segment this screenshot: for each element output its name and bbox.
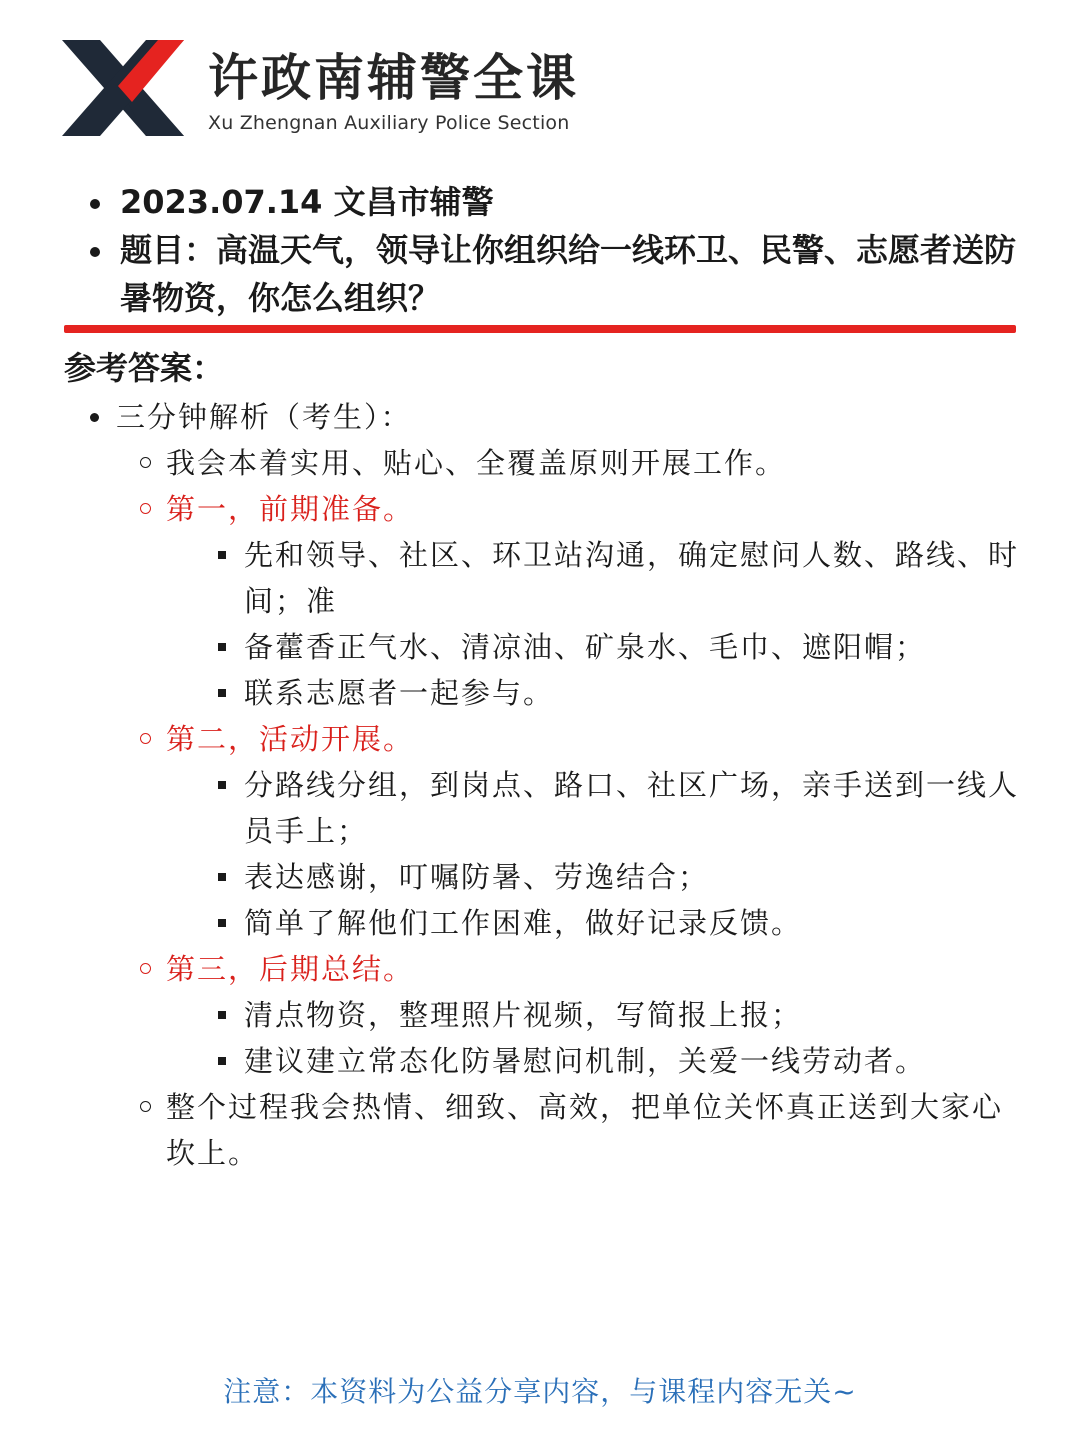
bullet-circle (140, 1101, 151, 1112)
topic-date-text: 2023.07.14 文昌市辅警 (120, 183, 494, 221)
section-3-items (218, 992, 1020, 1084)
list-item (218, 854, 1020, 900)
list-item-text: 备藿香正气水、清凉油、矿泉水、毛巾、遮阳帽； (244, 630, 927, 664)
analysis-block (90, 394, 1020, 1176)
section-2-items (218, 762, 1020, 946)
x-logo-icon (62, 40, 184, 136)
topic-date-item (90, 178, 1020, 226)
list-item (218, 992, 1020, 1038)
list-item-text: 清点物资，整理照片视频，写简报上报； (244, 998, 803, 1032)
bullet-circle (140, 733, 151, 744)
bullet-square (218, 689, 226, 697)
bullet-square (218, 1011, 226, 1019)
list-item (218, 762, 1020, 854)
section-title-3 (140, 946, 1020, 992)
list-item-text: 建议建立常态化防暑慰问机制，关爱一线劳动者。 (244, 1044, 927, 1078)
analysis-title-item (90, 394, 1020, 440)
divider-red (64, 325, 1016, 333)
section-1-items (218, 532, 1020, 716)
section-title-text: 第一，前期准备。 (166, 492, 415, 526)
bullet-square (218, 551, 226, 559)
brand-header (62, 40, 622, 140)
list-item-text: 简单了解他们工作困难，做好记录反馈。 (244, 906, 803, 940)
bullet-square (218, 919, 226, 927)
list-item (218, 900, 1020, 946)
conclusion-item (140, 1084, 1020, 1176)
bullet-dot (90, 413, 99, 422)
brand-name-cn: 许政南辅警全课 (208, 49, 579, 107)
bullet-circle (140, 457, 151, 468)
list-item (218, 532, 1020, 624)
analysis-title: 三分钟解析（考生）： (116, 400, 412, 434)
section-title-text: 第二，活动开展。 (166, 722, 415, 756)
brand-name-en: Xu Zhengnan Auxiliary Police Section (208, 112, 570, 134)
topic-question-item (90, 226, 1020, 322)
footer-note: 注意：本资料为公益分享内容，与课程内容无关~ (223, 1375, 857, 1408)
intro-item (140, 440, 1020, 486)
bullet-circle (140, 503, 151, 514)
conclusion-text: 整个过程我会热情、细致、高效，把单位关怀真正送到大家心坎上。 (166, 1090, 1004, 1170)
section-title-2 (140, 716, 1020, 762)
list-item-text: 表达感谢，叮嘱防暑、劳逸结合； (244, 860, 710, 894)
bullet-dot (90, 199, 100, 209)
topic-list (90, 178, 1020, 322)
section-title-1 (140, 486, 1020, 532)
answer-heading: 参考答案： (64, 349, 225, 387)
list-item (218, 670, 1020, 716)
bullet-square (218, 643, 226, 651)
section-title-text: 第三，后期总结。 (166, 952, 415, 986)
list-item-text: 先和领导、社区、环卫站沟通，确定慰问人数、路线、时间；准 (244, 538, 1020, 618)
bullet-square (218, 1057, 226, 1065)
list-item (218, 1038, 1020, 1084)
list-item-text: 联系志愿者一起参与。 (244, 676, 555, 710)
bullet-circle (140, 963, 151, 974)
bullet-square (218, 873, 226, 881)
bullet-dot (90, 247, 100, 257)
list-item (218, 624, 1020, 670)
analysis-sublist (140, 440, 1020, 1176)
intro-text: 我会本着实用、贴心、全覆盖原则开展工作。 (166, 446, 787, 480)
topic-question-text: 题目：高温天气，领导让你组织给一线环卫、民警、志愿者送防暑物资，你怎么组织？ (120, 231, 1017, 317)
bullet-square (218, 781, 226, 789)
list-item-text: 分路线分组，到岗点、路口、社区广场，亲手送到一线人员手上； (244, 768, 1020, 848)
